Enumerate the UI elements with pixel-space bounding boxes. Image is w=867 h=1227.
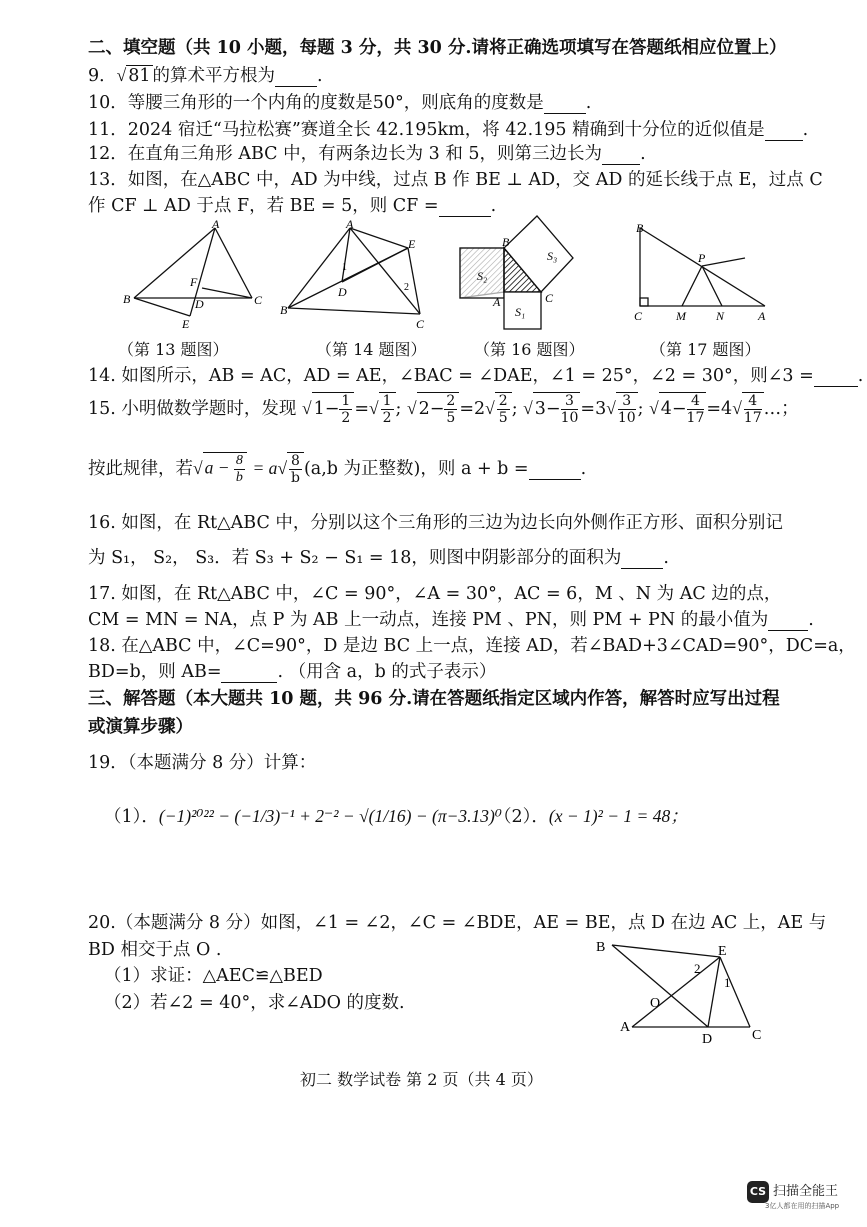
fig20-label-b: B [596,940,606,955]
fig17-label-m: M [676,309,686,323]
fig13-label-c: C [254,293,263,307]
fig14-label-a: A [346,218,354,231]
question-13-line1: 13．如图，在△ABC 中，AD 为中线，过点 B 作 BE ⊥ AD，交 AD 的延长线于点 E，过点 C [88,170,823,190]
fig20-label-1: 1 [724,975,731,990]
question-20-line1: 20.（本题满分 8 分）如图，∠1 = ∠2，∠C = ∠BDE，AE = BE，点 D 在边 AC 上，AE 与 [88,913,827,933]
question-18-line2: BD=b，则 AB= . （用含 a，b 的式子表示） [88,662,497,682]
fig14-label-b: B [280,303,288,317]
fig20-label-o: O [650,996,661,1011]
fig14-label-1: 1 [342,262,347,273]
section3-title-line2: 或演算步骤） [88,717,193,737]
fig14-label-c: C [416,317,425,331]
fig13-label-a: A [212,220,220,231]
fig16-label-c: C [545,291,554,305]
question-20-part2: （2）若∠2 = 40°，求∠ADO 的度数. [104,993,405,1013]
fig13-label-b: B [123,292,131,306]
fig16-label-s2: S₂ [477,269,488,283]
question-19-title: 19．（本题满分 8 分）计算： [88,753,317,773]
fig14-label-e: E [408,237,416,251]
question-19-part2: （2）．(x − 1)² − 1 = 48； [494,806,688,827]
fig20-label-e: E [718,944,727,959]
fig17-label-n: N [716,309,725,323]
camscanner-tagline: 3亿人都在用的扫描App [765,1202,840,1210]
fig20-label-d: D [702,1032,713,1047]
page-footer: 初二 数学试卷 第 2 页（共 4 页） [300,1070,543,1089]
figure-13 [120,220,280,335]
fig13-label-e: E [182,317,190,331]
camscanner-name: 扫描全能王 [773,1184,839,1199]
question-11: 11．2024 宿迁“马拉松赛”赛道全长 42.195km，将 42.195 精确到十分位的近似值是 . [88,120,809,140]
question-16-line1: 16. 如图，在 Rt△ABC 中，分别以这个三角形的三边为边长向外侧作正方形、面积分别记 [88,513,783,533]
question-17-line1: 17. 如图，在 Rt△ABC 中，∠C = 90°，∠A = 30°，AC = 6，M 、N 为 AC 边的点， [88,584,782,604]
fig20-label-a: A [620,1020,631,1035]
caption-figure-16: （第 16 题图） [474,340,585,359]
fig16-label-b: B [502,235,510,249]
question-15-line1: 15. 小明做数学题时，发现 √ 1− $\frac{1}{2}$ =√ $\frac{1}{2}$ ; √ 2− $\frac{2}{5}$ =2√ $\frac{2}{5}$ ; √ 3− $\frac{3}{10}$ =3√ $\frac{3}{10}$ ; √ 4− $\frac{4}{17}$ =4√ $\frac{4}{17}$ …； [88,393,799,426]
fig13-label-f: F [190,275,198,289]
question-9: 9．√ 81 的算术平方根为 . [88,65,323,86]
caption-figure-17: （第 17 题图） [650,340,761,359]
fig17-label-c: C [634,309,643,323]
fig20-label-2: 2 [694,961,701,976]
question-10: 10．等腰三角形的一个内角的度数是50°，则底角的度数是 . [88,93,592,113]
caption-figure-13: （第 13 题图） [118,340,229,359]
fig14-label-2: 2 [404,282,409,293]
fig16-label-a: A [493,295,501,309]
fig16-label-s3: S₃ [547,249,558,263]
question-19-part1: （1）．(−1)²⁰²² − (−1/3)⁻¹ + 2⁻² − √(1/16) − (π−3.13)⁰ [104,806,502,827]
figure-17 [630,218,780,333]
fig14-label-d: D [338,285,347,299]
figure-14 [280,218,440,333]
question-20-part1: （1）求证：△AEC≌△BED [104,966,323,986]
section2-title: 二、填空题（共 10 小题，每题 3 分，共 30 分.请将正确选项填写在答题纸相应位置上） [88,38,787,58]
question-15-line2: 按此规律，若√ a − $\frac{8}{b}$ = a√ $\frac{8}{b}$ (a,b 为正整数)，则 a + b = . [88,453,587,486]
question-14: 14. 如图所示，AB = AC，AD = AE，∠BAC = ∠DAE，∠1 = 25°，∠2 = 30°，则∠3 = . [88,366,864,386]
fig13-label-d: D [195,297,204,311]
question-17-line2: CM = MN = NA，点 P 为 AB 上一动点，连接 PM 、PN，则 PM + PN 的最小值为 . [88,610,814,630]
section3-title-line1: 三、解答题（本大题共 10 题，共 96 分.请在答题纸指定区域内作答，解答时应写出过程 [88,689,780,709]
question-18-line1: 18. 在△ABC 中，∠C=90°，D 是边 BC 上一点，连接 AD，若∠BAD+3∠CAD=90°，DC=a， [88,636,856,656]
camscanner-logo-icon: CS [747,1181,769,1203]
sqrt-81: 81 [128,66,151,86]
fig20-label-c: C [752,1028,762,1043]
fig17-label-a: A [758,309,766,323]
figure-20 [590,935,775,1047]
question-20-line2: BD 相交于点 O . [88,940,222,960]
fig17-label-b: B [636,221,644,235]
fig17-label-p: P [698,251,706,265]
question-12: 12．在直角三角形 ABC 中，有两条边长为 3 和 5，则第三边长为 . [88,144,646,164]
question-13-line2: 作 CF ⊥ AD 于点 F，若 BE = 5，则 CF = . [88,196,497,216]
fig16-label-s1: S₁ [515,305,526,319]
question-16-line2: 为 S₁， S₂， S₃．若 S₃ + S₂ − S₁ = 18，则图中阴影部分的面积为 . [88,548,669,568]
figure-16 [455,210,605,330]
caption-figure-14: （第 14 题图） [316,340,427,359]
